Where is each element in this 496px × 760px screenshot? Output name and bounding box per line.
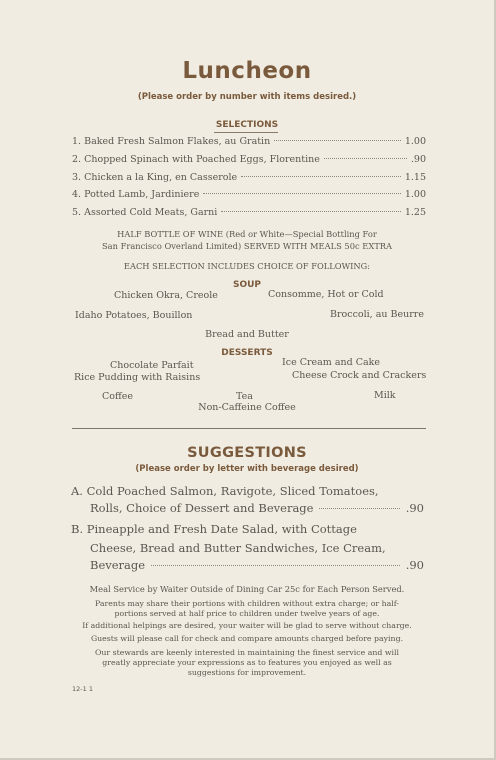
- suggestion-b-text: Beverage: [90, 558, 146, 572]
- helpings-note: If additional helpings are desired, your waiter will be glad to serve without charge.: [82, 621, 412, 630]
- suggestion-a-line-1: A. Cold Poached Salmon, Ravigote, Sliced Tomatoes,: [71, 484, 379, 498]
- menu-item-name: 3. Chicken a la King, en Casserole: [72, 172, 238, 183]
- stewards-note-2: greatly appreciate your expressions as to features you enjoyed as well as: [102, 658, 392, 667]
- soup-option: Consomme, Hot or Cold: [268, 289, 384, 300]
- suggestion-a-price: .90: [405, 501, 424, 515]
- menu-item-price: 1.00: [404, 136, 426, 147]
- section-divider: [72, 428, 426, 429]
- menu-item-name: 4. Potted Lamb, Jardiniere: [72, 189, 200, 200]
- dessert-option: Cheese Crock and Crackers: [292, 370, 427, 381]
- page-subtitle: (Please order by number with items desired.): [137, 92, 357, 102]
- menu-item: [72, 189, 426, 203]
- suggestion-b-line-2: Cheese, Bread and Butter Sandwiches, Ice Cream,: [90, 541, 386, 555]
- suggestion-b-line-1: B. Pineapple and Fresh Date Salad, with Cottage: [71, 522, 357, 536]
- beverage-option: Non-Caffeine Coffee: [198, 402, 296, 413]
- side-option: Broccoli, au Beurre: [330, 309, 424, 320]
- stewards-note-3: suggestions for improvement.: [187, 668, 307, 677]
- page-title: Luncheon: [182, 58, 312, 84]
- desserts-heading: DESSERTS: [221, 348, 273, 358]
- suggestions-subtitle: (Please order by letter with beverage desired): [135, 464, 359, 474]
- beverage-option: Tea: [236, 391, 253, 402]
- leader-dots: [274, 140, 401, 141]
- parents-note-1: Parents may share their portions with children without extra charge; or half-: [94, 599, 400, 608]
- side-option: Idaho Potatoes, Bouillon: [75, 310, 193, 321]
- service-note: Meal Service by Waiter Outside of Dining Car 25c for Each Person Served.: [89, 584, 405, 594]
- menu-item-price: .90: [410, 154, 426, 165]
- suggestion-a-line-2: [90, 501, 424, 518]
- leader-dots: [319, 508, 399, 509]
- menu-item-price: 1.25: [404, 207, 426, 218]
- leader-dots: [324, 158, 407, 159]
- menu-item: [72, 136, 426, 150]
- wine-line-1: HALF BOTTLE OF WINE (Red or White—Special Bottling For: [117, 229, 377, 239]
- dessert-option: Rice Pudding with Raisins: [74, 372, 201, 383]
- stewards-note-1: Our stewards are keenly interested in maintaining the finest service and will: [94, 648, 400, 657]
- side-option: Bread and Butter: [205, 329, 289, 340]
- soup-option: Chicken Okra, Creole: [114, 290, 218, 301]
- menu-item-name: 1. Baked Fresh Salmon Flakes, au Gratin: [72, 136, 271, 147]
- selections-underline: [214, 132, 278, 133]
- suggestion-b-price: .90: [405, 558, 424, 572]
- leader-dots: [203, 193, 400, 194]
- menu-item-price: 1.15: [404, 172, 426, 183]
- dessert-option: Ice Cream and Cake: [282, 357, 381, 368]
- form-code: 12-1 1: [72, 685, 93, 693]
- suggestion-b-line-3: [90, 558, 424, 575]
- menu-item: [72, 207, 426, 221]
- suggestions-heading: SUGGESTIONS: [187, 445, 307, 461]
- menu-item: [72, 172, 426, 186]
- check-note: Guests will please call for check and compare amounts charged before paying.: [90, 634, 404, 643]
- dessert-option: Chocolate Parfait: [110, 360, 194, 371]
- beverage-option: Milk: [374, 390, 396, 401]
- menu-item: [72, 154, 426, 168]
- leader-dots: [151, 565, 400, 566]
- parents-note-2: portions served at half price to children under twelve years of age.: [114, 609, 380, 618]
- menu-item-price: 1.00: [404, 189, 426, 200]
- menu-item-name: 2. Chopped Spinach with Poached Eggs, Florentine: [72, 154, 320, 165]
- leader-dots: [221, 211, 401, 212]
- selections-heading: SELECTIONS: [215, 120, 279, 130]
- beverage-option: Coffee: [102, 391, 133, 402]
- wine-line-2: San Francisco Overland Limited) SERVED WITH MEALS 50c EXTRA: [101, 241, 393, 251]
- choice-note: EACH SELECTION INCLUDES CHOICE OF FOLLOWING:: [123, 261, 371, 271]
- leader-dots: [241, 176, 401, 177]
- suggestion-a-text: Rolls, Choice of Dessert and Beverage: [90, 501, 314, 515]
- menu-item-name: 5. Assorted Cold Meats, Garni: [72, 207, 218, 218]
- soup-heading: SOUP: [232, 280, 262, 290]
